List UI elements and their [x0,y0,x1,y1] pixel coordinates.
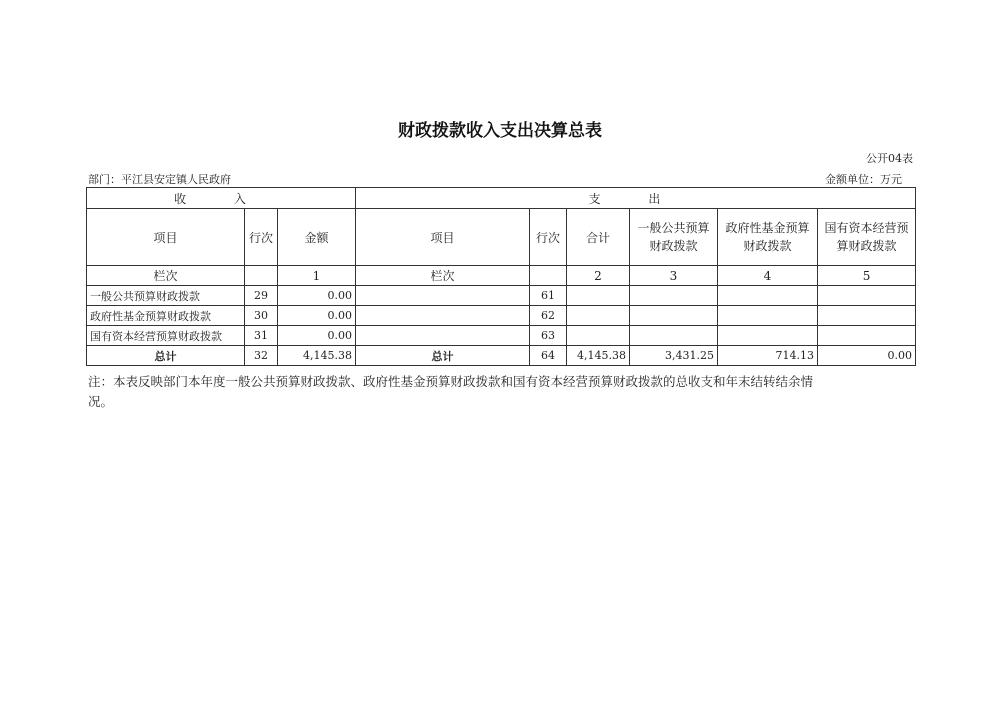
column-number-blank [530,266,567,286]
row-amount: 0.00 [278,306,356,326]
header-row-columns [87,209,916,266]
table-row [87,286,916,306]
row-line: 29 [245,286,278,306]
expense-header: 支 出 [356,188,916,209]
row-total [567,326,630,346]
column-number-1: 1 [278,266,356,286]
row-expense-item [356,306,530,326]
row-general [630,306,718,326]
expense-total-capital: 0.00 [818,346,916,366]
col-header-total: 合计 [567,209,630,266]
column-number-row [87,266,916,286]
report-title: 财政拨款收入支出决算总表 [398,121,602,141]
footnote: 注：本表反映部门本年度一般公共预算财政拨款、政府性基金预算财政拨款和国有资本经营预算财政拨款的总收支和年末结转结余情况。 [88,374,814,409]
column-number-3: 3 [630,266,718,286]
table-row [87,306,916,326]
expense-total-fund: 714.13 [718,346,818,366]
total-label: 总计 [87,346,245,366]
row-item: 国有资本经营预算财政拨款 [87,326,245,346]
col-header-expense-item: 项目 [356,209,530,266]
column-number-5: 5 [818,266,916,286]
col-header-state-capital: 国有资本经营预算财政拨款 [818,209,916,266]
col-header-gov-fund: 政府性基金预算财政拨款 [718,209,818,266]
row-general [630,286,718,306]
column-number-4: 4 [718,266,818,286]
expense-column-label: 栏次 [356,266,530,286]
row-total [567,286,630,306]
expense-total-line: 64 [530,346,567,366]
row-item: 政府性基金预算财政拨款 [87,306,245,326]
form-code: 公开04表 [866,152,913,165]
row-amount: 0.00 [278,326,356,346]
column-number-2: 2 [567,266,630,286]
col-header-expense-line: 行次 [530,209,567,266]
row-general [630,326,718,346]
row-line: 31 [245,326,278,346]
expense-total: 4,145.38 [567,346,630,366]
expense-total-general: 3,431.25 [630,346,718,366]
row-fund [718,326,818,346]
row-item: 一般公共预算财政拨款 [87,286,245,306]
total-line: 32 [245,346,278,366]
col-header-line: 行次 [245,209,278,266]
row-expense-item [356,326,530,346]
row-line: 30 [245,306,278,326]
row-amount: 0.00 [278,286,356,306]
column-label: 栏次 [87,266,245,286]
column-number-blank [245,266,278,286]
expense-total-label: 总计 [356,346,530,366]
total-row [87,346,916,366]
amount-unit-label: 金额单位：万元 [825,173,902,186]
row-fund [718,286,818,306]
income-header: 收 入 [87,188,356,209]
row-expense-item [356,286,530,306]
row-capital [818,326,916,346]
row-capital [818,286,916,306]
appropriation-summary-table [86,187,916,366]
row-capital [818,306,916,326]
department-label: 部门：平江县安定镇人民政府 [88,173,231,186]
table-row [87,326,916,346]
total-amount: 4,145.38 [278,346,356,366]
row-fund [718,306,818,326]
row-total [567,306,630,326]
header-row-sections [87,188,916,209]
row-expense-line: 63 [530,326,567,346]
col-header-amount: 金额 [278,209,356,266]
col-header-item: 项目 [87,209,245,266]
row-expense-line: 62 [530,306,567,326]
row-expense-line: 61 [530,286,567,306]
col-header-general-budget: 一般公共预算财政拨款 [630,209,718,266]
